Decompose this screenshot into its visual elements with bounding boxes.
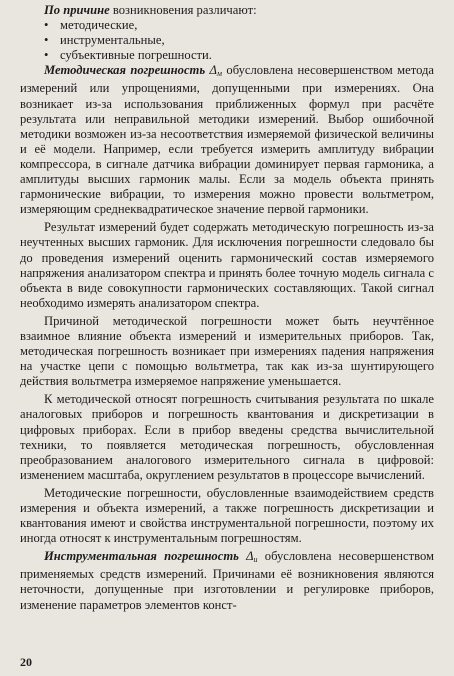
- delta-symbol: Δ: [246, 549, 254, 564]
- page-number: 20: [20, 654, 32, 669]
- term-methodical-error: Методическая погрешность: [44, 63, 206, 78]
- paragraph-instrumental-error: [20, 549, 434, 612]
- paragraph-text: обусловлена несовершенством применяемых средств измерений. Причинами её возникновения являются неточности, допущенные при изготовлении и регулировке приборов, изменение параметров элементов конст-: [20, 549, 434, 612]
- term-instrumental-error: Инструментальная погрешность: [44, 549, 239, 564]
- cause-list: [20, 18, 434, 63]
- list-item: • субъективные погрешности.: [44, 48, 434, 63]
- delta-subscript: м: [216, 69, 223, 79]
- symbol-delta-m: [210, 63, 223, 77]
- list-item: • методические,: [44, 18, 434, 33]
- paragraph-text: обусловлена несовершенством метода измерений или упрощениями, допущенными при измерениях. Она возникает из-за использования приближенных формул при расчёте результата или неправильной методики измерений. Выбор ошибочной методики возможен из-за несоответствия измеряемой физической величины и её модели. Например, если требуется измерить амплитуду вибрации компрессора, в сигнале датчика вибрации доминирует первая гармоника, а амплитуды высших гармоник малы. Если за модель объекта принять гармонические вибрации, то измерения можно провести вольтметром, измеряющим среднеквадратическое значение первой гармоники.: [20, 63, 435, 217]
- list-item: • инструментальные,: [44, 33, 434, 48]
- paragraph: Причиной методической погрешности может быть неучтённое взаимное влияние объекта измерений и измерительных приборов. Так, методическая погрешность возникает при измерениях падения напряжения на участке цепи с помощью вольтметра, так как из-за шунтирующего действия вольтметра измеряемое напряжение уменьшается.: [20, 313, 434, 389]
- symbol-delta-i: [246, 549, 257, 563]
- paragraph: Результат измерений будет содержать методическую погрешность из-за неучтенных высших гармоник. Для исключения погрешности следовало бы до проведения измерений оценить гармонический состав измеряемого напряжения анализатором спектра и принять более точную модель сигнала с объекта в виде совокупности гармонических составляющих. Такой сигнал необходимо измерять анализатором спектра.: [20, 220, 434, 310]
- delta-subscript: и: [253, 555, 258, 565]
- intro-lead: По причине: [44, 3, 110, 17]
- intro-rest: возникновения различают:: [109, 3, 257, 17]
- paragraph: Методические погрешности, обусловленные взаимодействием средств измерения и объекта измерений, а также погрешность дискретизации и квантования имеют и свойства инструментальной погрешности, поэтому их иногда относят к инструментальным погрешностям.: [20, 485, 434, 546]
- delta-symbol: Δ: [209, 63, 217, 78]
- paragraph: К методической относят погрешность считывания результата по шкале аналоговых приборов и погрешность квантования и дискретизации в цифровых приборах. Если в прибор введены средства вычислительной техники, то появляется методическая погрешность, обусловленная преобразованием аналогового измерительного сигнала в цифровой: изменением масштаба, округлением результатов в процессоре вычислений.: [20, 392, 434, 482]
- intro-line: [44, 3, 434, 18]
- paragraph-methodical-error: [20, 63, 434, 217]
